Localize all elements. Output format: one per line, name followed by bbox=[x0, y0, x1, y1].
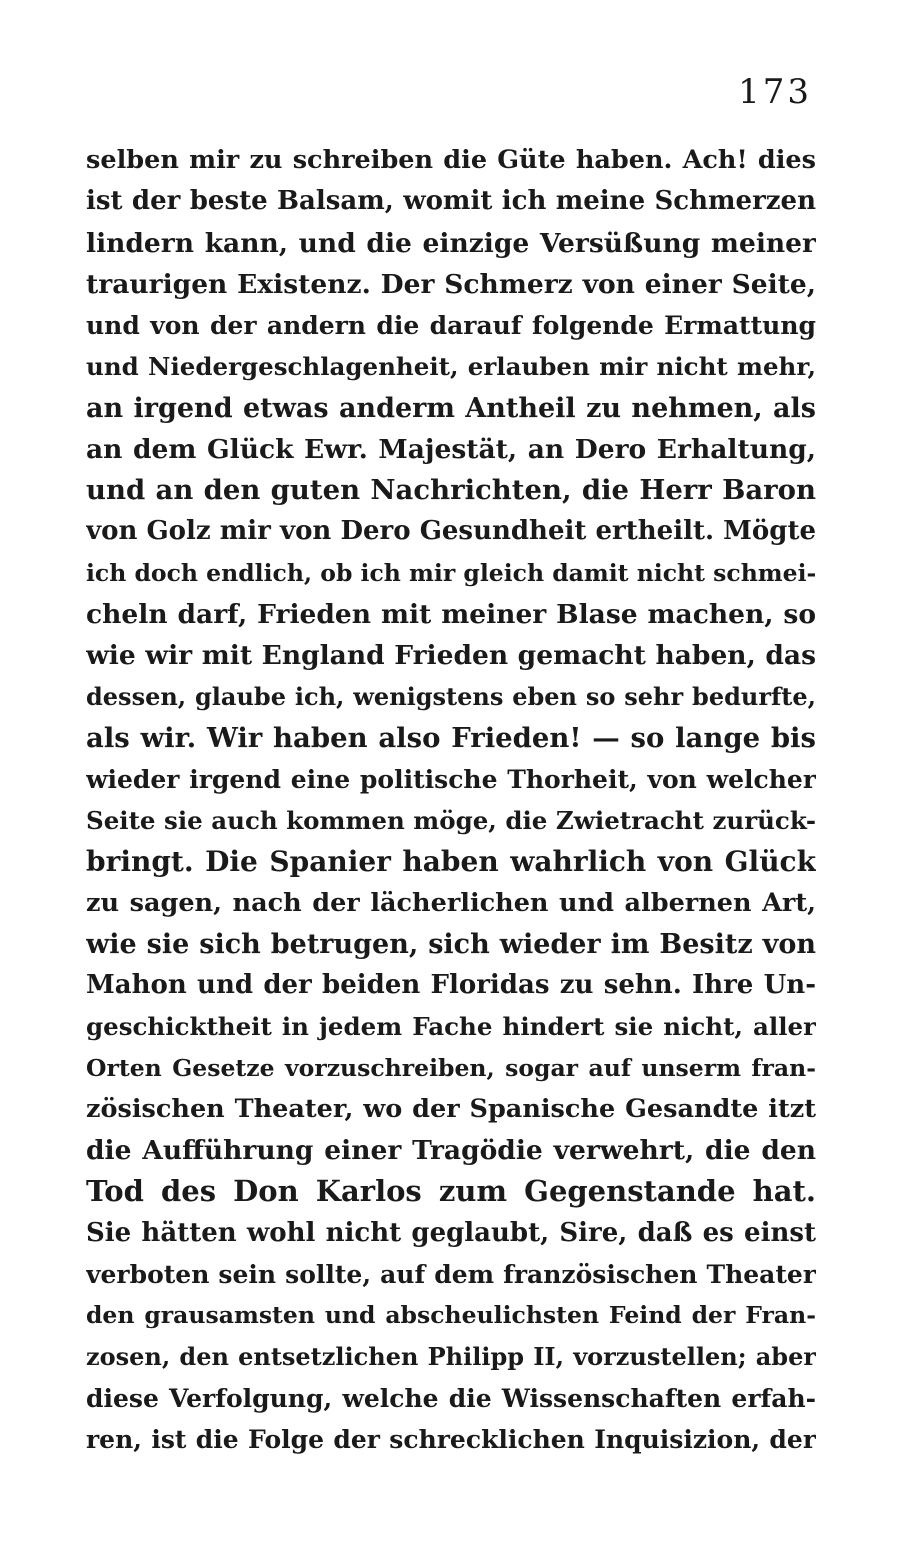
text-line: wie sie sich betrugen, sich wieder im Besitz von bbox=[86, 928, 816, 960]
text-line: ren, ist die Folge der schrecklichen Inquisizion, der bbox=[86, 1424, 816, 1454]
text-line: Seite sie auch kommen möge, die Zwietracht zurück- bbox=[86, 806, 816, 835]
body-text bbox=[86, 140, 816, 1460]
text-line: von Golz mir von Dero Gesundheit ertheilt. Mögte bbox=[86, 516, 816, 547]
text-line: Sie hätten wohl nicht geglaubt, Sire, daß es einst bbox=[86, 1217, 816, 1248]
text-line: und an den guten Nachrichten, die Herr Baron bbox=[86, 474, 816, 506]
text-line: Tod des Don Karlos zum Gegenstande hat. bbox=[86, 1174, 816, 1209]
text-line: den grausamsten und abscheulichsten Feind der Fran- bbox=[86, 1301, 816, 1329]
text-line: zu sagen, nach der lächerlichen und albernen Art, bbox=[86, 887, 816, 918]
text-line: an irgend etwas anderm Antheil zu nehmen, als bbox=[86, 392, 816, 424]
text-line: lindern kann, und die einzige Versüßung meiner bbox=[86, 227, 816, 259]
page-number: 173 bbox=[738, 72, 812, 112]
text-line: wieder irgend eine politische Thorheit, von welcher bbox=[86, 764, 816, 794]
text-line: ist der beste Balsam, womit ich meine Schmerzen bbox=[86, 186, 816, 217]
text-line: als wir. Wir haben also Frieden! — so lange bis bbox=[86, 721, 816, 754]
text-line: diese Verfolgung, welche die Wissenschaften erfah- bbox=[86, 1383, 816, 1413]
text-line: bringt. Die Spanier haben wahrlich von Glück bbox=[86, 845, 816, 879]
text-line: wie wir mit England Frieden gemacht haben, das bbox=[86, 640, 816, 671]
text-line: selben mir zu schreiben die Güte haben. Ach! dies bbox=[86, 145, 816, 175]
text-line: geschicktheit in jedem Fache hindert sie nicht, aller bbox=[86, 1012, 816, 1042]
text-line: traurigen Existenz. Der Schmerz von einer Seite, bbox=[86, 268, 816, 300]
text-line: dessen, glaube ich, wenigstens eben so sehr bedurfte, bbox=[86, 682, 816, 712]
text-line: ich doch endlich, ob ich mir gleich damit nicht schmei- bbox=[86, 558, 816, 587]
text-line: die Aufführung einer Tragödie verwehrt, die den bbox=[86, 1135, 816, 1166]
text-line: cheln darf, Frieden mit meiner Blase machen, so bbox=[86, 598, 816, 630]
text-line: und Niedergeschlagenheit, erlauben mir nicht mehr, bbox=[86, 352, 816, 382]
text-line: Mahon und der beiden Floridas zu sehn. Ihre Un- bbox=[86, 970, 816, 1000]
text-line: verboten sein sollte, auf dem französischen Theater bbox=[86, 1259, 816, 1289]
text-line: zösischen Theater, wo der Spanische Gesandte itzt bbox=[86, 1093, 816, 1124]
text-line: Orten Gesetze vorzuschreiben, sogar auf unserm fran- bbox=[86, 1053, 816, 1082]
text-line: an dem Glück Ewr. Majestät, an Dero Erhaltung, bbox=[86, 433, 816, 465]
text-line: zosen, den entsetzlichen Philipp II, vorzustellen; aber bbox=[86, 1342, 816, 1372]
text-line: und von der andern die darauf folgende Ermattung bbox=[86, 311, 816, 340]
